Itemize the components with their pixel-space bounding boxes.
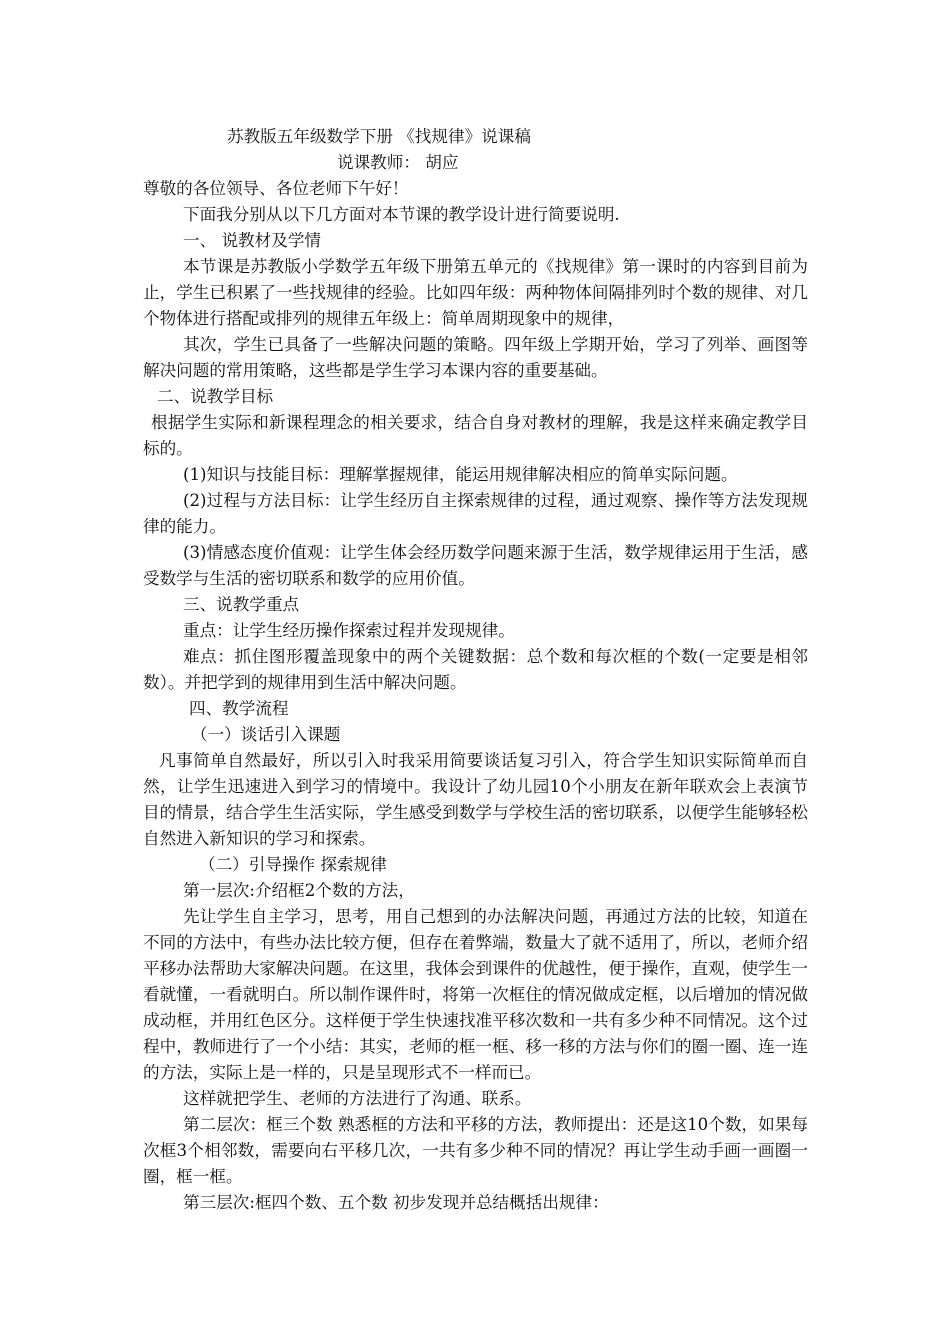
paragraph-level-one: 先让学生自主学习，思考，用自己想到的办法解决问题，再通过方法的比较，知道在不同的方法中，有些办法比较方便，但存在着弊端，数量大了就不适用了，所以，老师介绍平移办法帮助大家解决问题。在这里，我体会到课件的优越性，便于操作，直观，使学生一看就懂，一看就明白。所以制作课件时，将第一次框住的情况做成定框，以后增加的情况做成动框，并用红色区分。这样便于学生快速找准平移次数和一共有多少种不同情况。这个过程中，教师进行了一个小结：其实，老师的框一框、移一移的方法与你们的圈一圈、连一连的方法，实际上是一样的，只是呈现形式不一样而已。 (143, 907, 808, 1082)
paragraph-goals-intro: 根据学生实际和新课程理念的相关要求，结合自身对教材的理解，我是这样来确定教学目标的。 (143, 413, 808, 458)
goal-knowledge: (1)知识与技能目标：理解掌握规律，能运用规律解决相应的简单实际问题。 (183, 465, 738, 484)
document-title: 苏教版五年级数学下册 《找规律》说课稿 (227, 127, 531, 146)
goal-emotion: (3)情感态度价值观：让学生体会经历数学问题来源于生活，数学规律运用于生活，感受数学与生活的密切联系和数学的应用价值。 (143, 543, 808, 588)
greeting: 尊敬的各位领导、各位老师下午好！ (143, 179, 409, 198)
intro-paragraph: 下面我分别从以下几方面对本节课的教学设计进行简要说明. (183, 205, 620, 224)
teacher-name: 说课教师： 胡应 (337, 153, 459, 172)
section-heading-4: 四、教学流程 (189, 699, 289, 718)
goal-process: (2)过程与方法目标：让学生经历自主探索规律的过程，通过观察、操作等方法发现规律的能力。 (143, 491, 808, 536)
section-heading-1: 一、 说教材及学情 (183, 231, 322, 250)
paragraph-connection: 这样就把学生、老师的方法进行了沟通、联系。 (183, 1089, 532, 1108)
subsection-heading-1: （一）谈话引入课题 (191, 725, 341, 744)
paragraph-textbook: 本节课是苏教版小学数学五年级下册第五单元的《找规律》第一课时的内容到目前为止，学生已积累了一些找规律的经验。比如四年级：两种物体间隔排列时个数的规律、对几个物体进行搭配或排列的规律五年级上：简单周期现象中的规律， (143, 257, 808, 328)
level-three-heading: 第三层次:框四个数、五个数 初步发现并总结概括出规律： (183, 1193, 609, 1212)
paragraph-strategies: 其次，学生已具备了一些解决问题的策略。四年级上学期开始，学习了列举、画图等解决问题的常用策略，这些都是学生学习本课内容的重要基础。 (143, 335, 808, 380)
section-heading-2: 二、说教学目标 (157, 387, 274, 406)
document-page (143, 124, 808, 1216)
section-heading-3: 三、说教学重点 (183, 595, 300, 614)
paragraph-level-two: 第二层次：框三个数 熟悉框的方法和平移的方法，教师提出：还是这10个数，如果每次框3个相邻数，需要向右平移几次，一共有多少种不同的情况？再让学生动手画一画圈一圈，框一框。 (143, 1115, 808, 1186)
level-one-heading: 第一层次:介绍框2个数的方法， (183, 881, 415, 900)
difficult-point: 难点：抓住图形覆盖现象中的两个关键数据：总个数和每次框的个数(一定要是相邻数）。并把学到的规律用到生活中解决问题。 (143, 647, 808, 692)
paragraph-introduction: 凡事简单自然最好，所以引入时我采用简要谈话复习引入，符合学生知识实际简单而自然，让学生迅速进入到学习的情境中。我设计了幼儿园10个小朋友在新年联欢会上表演节目的情景，结合学生生活实际，学生感受到数学与学校生活的密切联系，以便学生能够轻松自然进入新知识的学习和探索。 (143, 751, 808, 848)
subsection-heading-2: （二）引导操作 探索规律 (199, 855, 387, 874)
key-point: 重点：让学生经历操作探索过程并发现规律。 (183, 621, 515, 640)
